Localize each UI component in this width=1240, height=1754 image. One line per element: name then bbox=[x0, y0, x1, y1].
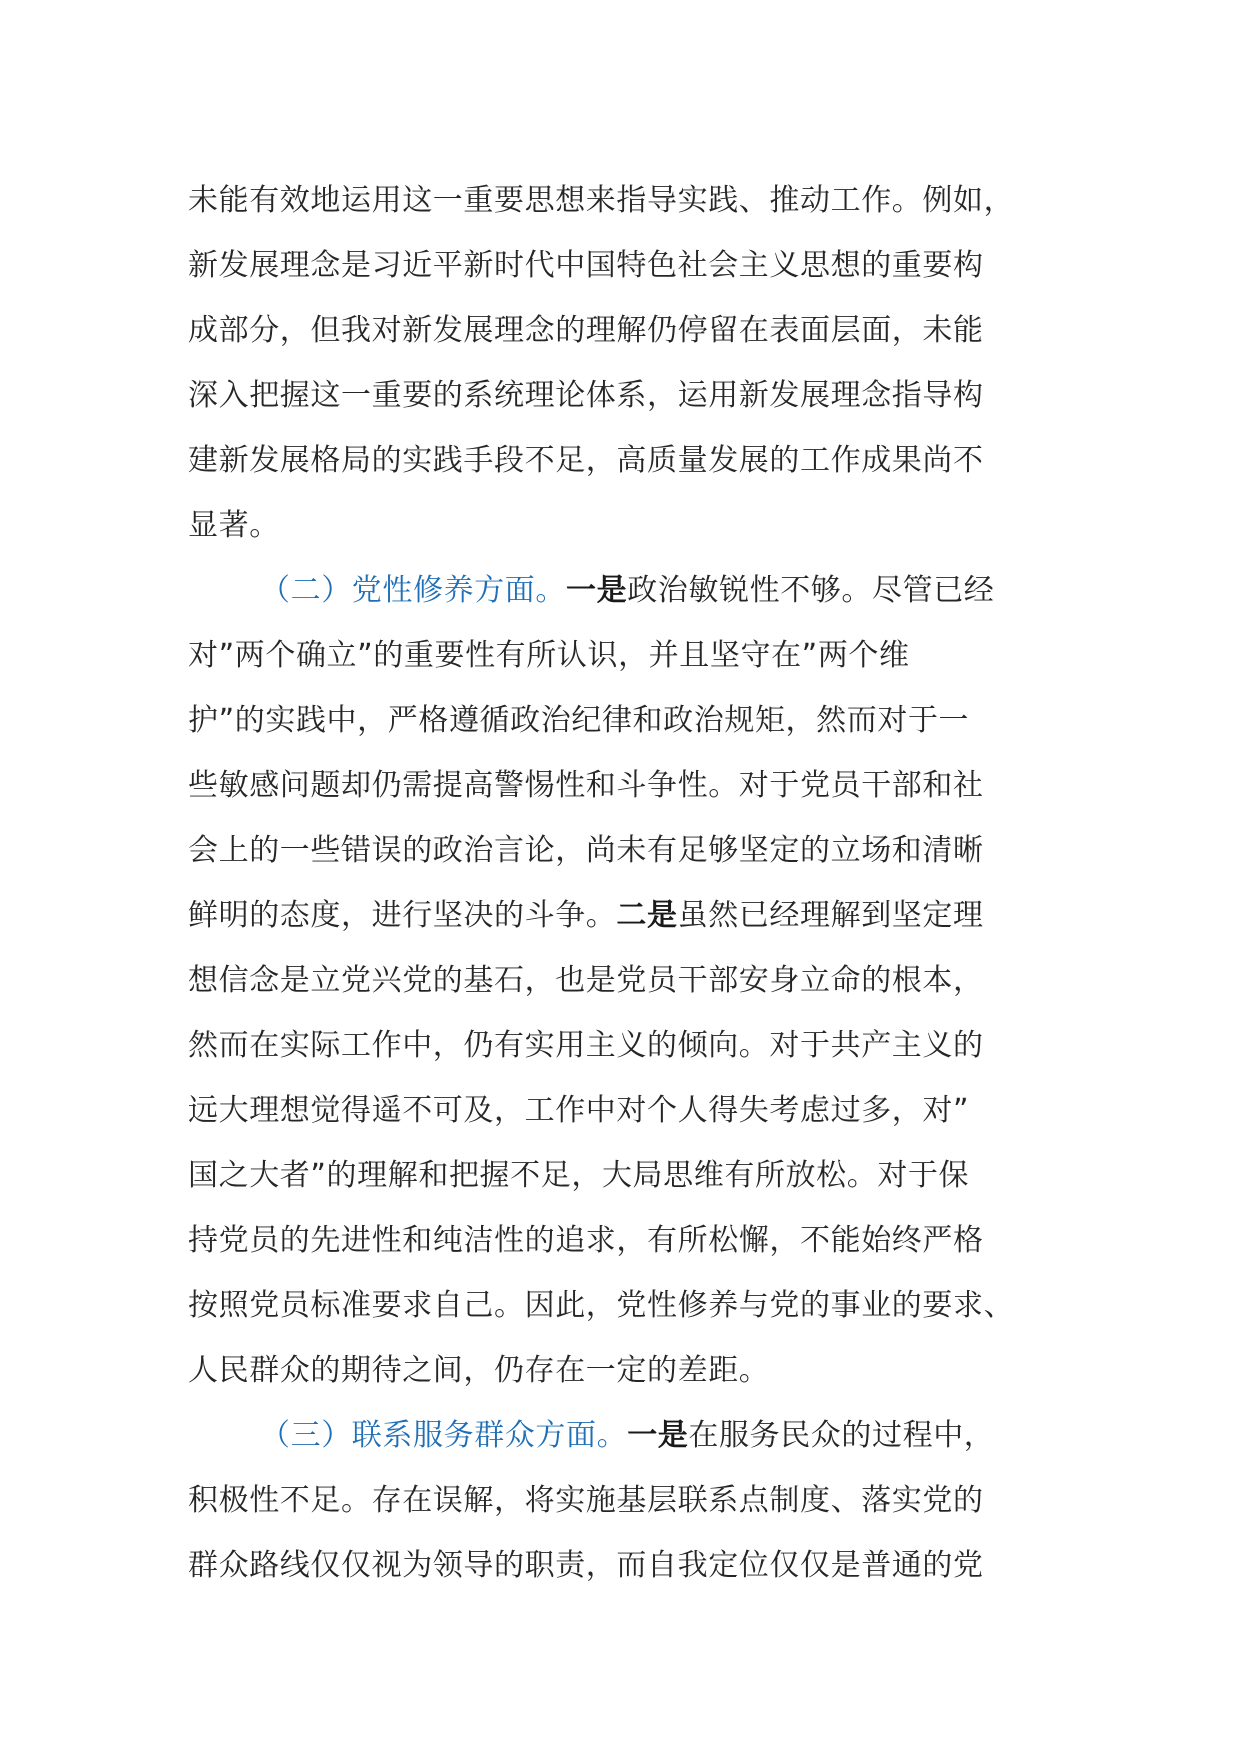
text-line: 国之大者”的理解和把握不足，大局思维有所放松。对于保 bbox=[188, 1158, 970, 1193]
section-heading: （二）党性修养方面。 bbox=[260, 573, 566, 608]
text-line: 人民群众的期待之间，仍存在一定的差距。 bbox=[188, 1353, 770, 1388]
text-line: 持党员的先进性和纯洁性的追求，有所松懈，不能始终严格 bbox=[188, 1223, 984, 1258]
text-line: 建新发展格局的实践手段不足，高质量发展的工作成果尚不 bbox=[188, 443, 984, 478]
text-fragment: 在服务民众的过程中， bbox=[688, 1418, 995, 1453]
body-text bbox=[188, 168, 1068, 1598]
text-line: 按照党员标准要求自己。因此，党性修养与党的事业的要求、 bbox=[188, 1288, 1015, 1323]
point-marker: 一是 bbox=[566, 573, 628, 608]
text-line: 新发展理念是习近平新时代中国特色社会主义思想的重要构 bbox=[188, 248, 984, 283]
text-line: 显著。 bbox=[188, 508, 280, 543]
text-fragment: 鲜明的态度，进行坚决的斗争。 bbox=[188, 898, 617, 933]
text-line: 远大理想觉得遥不可及，工作中对个人得失考虑过多，对” bbox=[188, 1093, 970, 1128]
text-line: 未能有效地运用这一重要思想来指导实践、推动工作。例如， bbox=[188, 183, 1015, 218]
text-line: 深入把握这一重要的系统理论体系，运用新发展理念指导构 bbox=[188, 378, 984, 413]
point-marker: 一是 bbox=[627, 1418, 689, 1453]
section-heading-line bbox=[188, 558, 1068, 623]
text-fragment: 政治敏锐性不够。尽管已经 bbox=[627, 573, 995, 608]
point-marker: 二是 bbox=[616, 898, 678, 933]
text-fragment: 虽然已经理解到坚定理 bbox=[677, 898, 984, 933]
section-heading: （三）联系服务群众方面。 bbox=[260, 1418, 628, 1453]
text-line: 会上的一些错误的政治言论，尚未有足够坚定的立场和清晰 bbox=[188, 833, 984, 868]
text-line: 想信念是立党兴党的基石，也是党员干部安身立命的根本， bbox=[188, 963, 984, 998]
text-line bbox=[188, 883, 1068, 948]
section-heading-line bbox=[188, 1403, 1068, 1468]
text-line: 对”两个确立”的重要性有所认识，并且坚守在”两个维 bbox=[188, 638, 910, 673]
text-line: 护”的实践中，严格遵循政治纪律和政治规矩，然而对于一 bbox=[188, 703, 970, 738]
text-line: 积极性不足。存在误解，将实施基层联系点制度、落实党的 bbox=[188, 1483, 984, 1518]
text-line: 然而在实际工作中，仍有实用主义的倾向。对于共产主义的 bbox=[188, 1028, 984, 1063]
text-line: 成部分，但我对新发展理念的理解仍停留在表面层面，未能 bbox=[188, 313, 984, 348]
text-line: 群众路线仅仅视为领导的职责，而自我定位仅仅是普通的党 bbox=[188, 1548, 984, 1583]
text-line: 些敏感问题却仍需提高警惕性和斗争性。对于党员干部和社 bbox=[188, 768, 984, 803]
